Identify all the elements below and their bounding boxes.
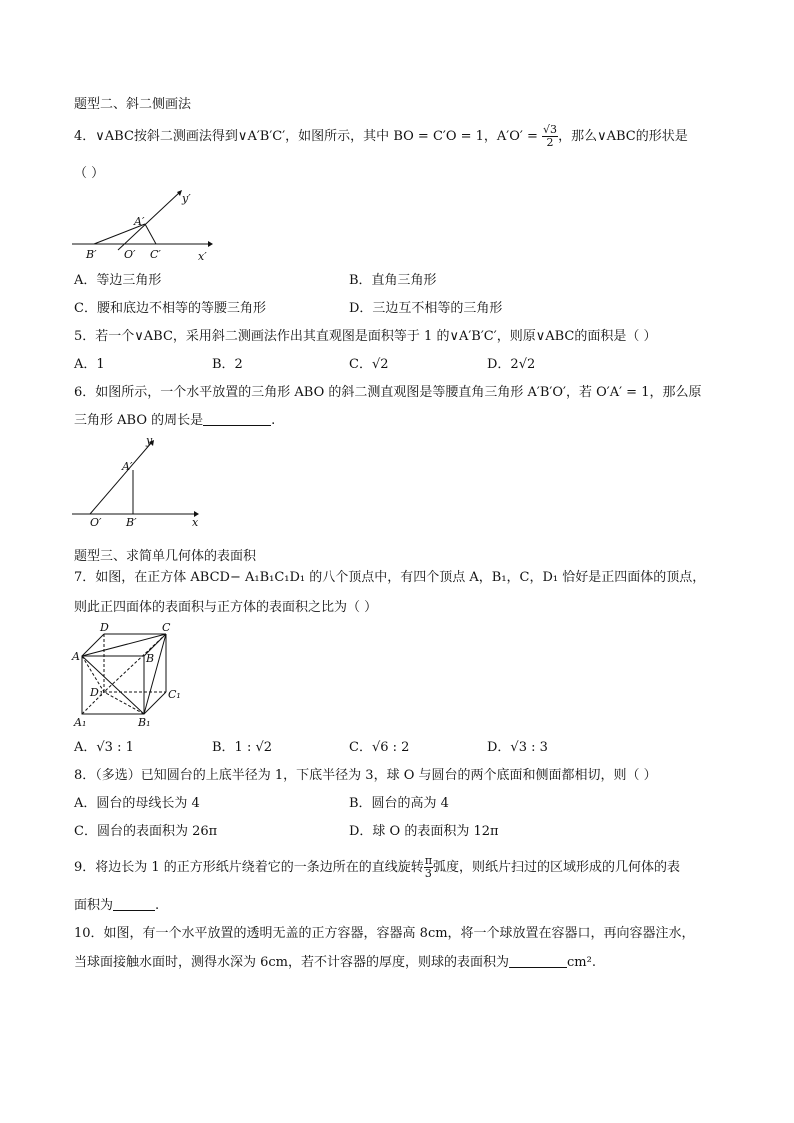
q7-fig-label-a1: A₁ [74, 716, 87, 729]
q9-line2-text: 面积为 [74, 898, 114, 913]
q7-option-c: C．√6 : 2 [349, 740, 410, 755]
q4-answer-paren: （ ） [74, 166, 105, 181]
q6-fig-label-y: y [146, 434, 153, 447]
q6-answer-blank [203, 411, 271, 426]
q7-fig-label-d: D [100, 621, 109, 634]
section-title-3: 题型三、求简单几何体的表面积 [74, 549, 257, 564]
q7-fig-label-c: C [162, 621, 171, 634]
q9-frac-bot: 3 [424, 867, 432, 880]
question-10-line2 [74, 953, 596, 972]
q6-fig-label-x: x [192, 516, 199, 528]
q7-fig-label-b1: B₁ [138, 716, 151, 729]
q6-figure [70, 432, 210, 528]
question-9-line1 [74, 855, 680, 880]
question-8-text: 8．（多选）已知圆台的上底半径为 1，下底半径为 3，球 O 与圆台的两个底面和侧面都相切，则（ ） [74, 768, 657, 783]
q4-fig-label-c: C′ [150, 248, 161, 261]
q4-fig-label-x: x′ [198, 250, 207, 263]
q6-line2-text: 三角形 ABO 的周长是 [74, 413, 204, 428]
q4-fig-label-y: y′ [182, 192, 191, 205]
question-6-line2 [74, 411, 275, 430]
q10-line2-text: 当球面接触水面时，测得水深为 6cm，若不计容器的厚度，则球的表面积为 [74, 955, 510, 970]
q9-line2-end: . [155, 898, 160, 913]
q4-frac-bot: 2 [546, 136, 554, 149]
q10-unit: cm² [567, 955, 592, 970]
q8-option-c: C．圆台的表面积为 26π [74, 824, 218, 839]
q8-option-b: B．圆台的高为 4 [349, 796, 449, 811]
q8-option-a: A．圆台的母线长为 4 [74, 796, 200, 811]
q7-fig-label-b: B [146, 652, 155, 665]
q9-text-b: 弧度，则纸片扫过的区域形成的几何体的表 [433, 860, 681, 875]
q6-fig-label-a: A′ [122, 460, 133, 473]
q4-fig-label-o: O′ [124, 248, 136, 261]
q6-line2-end: . [271, 413, 276, 428]
q6-fig-label-o: O′ [90, 516, 102, 528]
q7-cube-figure [70, 620, 190, 730]
q5-option-d: D．2√2 [487, 357, 536, 372]
q7-fig-label-d1: D₁ [90, 686, 104, 699]
q4-option-c: C．腰和底边不相等的等腰三角形 [74, 301, 266, 316]
q4-option-d: D．三边互不相等的三角形 [349, 301, 503, 316]
q4-option-b: B．直角三角形 [349, 273, 437, 288]
q5-option-c: C．√2 [349, 357, 389, 372]
q10-answer-blank [509, 953, 567, 968]
q8-option-d: D．球 O 的表面积为 12π [349, 824, 499, 839]
question-6-line1: 6．如图所示，一个水平放置的三角形 ABO 的斜二测直观图是等腰直角三角形 A′B′O′，若 O′A′ = 1，那么原 [74, 385, 702, 400]
question-9-line2 [74, 896, 159, 915]
q9-text-a: 9．将边长为 1 的正方形纸片绕着它的一条边所在的直线旋转 [74, 860, 424, 875]
q5-option-a: A．1 [74, 357, 105, 372]
q4-fig-label-b: B′ [86, 248, 97, 261]
q5-option-b: B．2 [212, 357, 243, 372]
q4-fig-label-a: A′ [134, 215, 145, 228]
q9-answer-blank [113, 896, 155, 911]
q6-fig-label-b: B′ [126, 516, 137, 528]
section-title-2: 题型二、斜二侧画法 [74, 97, 192, 112]
q7-fig-label-c1: C₁ [168, 688, 181, 701]
question-5-text: 5．若一个∨ABC，采用斜二测画法作出其直观图是面积等于 1 的∨A′B′C′，则原∨ABC的面积是（ ） [74, 329, 657, 344]
q4-figure [70, 188, 220, 268]
q7-fig-label-a: A [72, 650, 80, 663]
question-10-line1: 10．如图，有一个水平放置的透明无盖的正方容器，容器高 8cm，将一个球放置在容器口，再向容器注水， [74, 926, 695, 941]
q7-option-b: B．1 : √2 [212, 740, 273, 755]
q4-frac-top: √3 [543, 123, 558, 136]
q4-text-c: ，那么∨ABC的形状是 [558, 129, 688, 144]
q9-frac-top: π [424, 854, 433, 867]
q7-option-a: A．√3 : 1 [74, 740, 134, 755]
q4-number: 4． [74, 129, 96, 144]
q4-text-a: ∨ABC按斜二测画法得到∨A′B′C′，如图所示，其中 [95, 129, 390, 144]
question-7-line2: 则此正四面体的表面积与正方体的表面积之比为（ ） [74, 600, 378, 615]
q4-text-b: BO = C′O = 1，A′O′ = [393, 129, 538, 144]
q4-fraction [542, 124, 558, 149]
q7-option-d: D．√3 : 3 [487, 740, 548, 755]
q10-line2-end: . [591, 955, 596, 970]
question-7-line1: 7．如图，在正方体 ABCD− A₁B₁C₁D₁ 的八个顶点中，有四个顶点 A，B₁，C，D₁ 恰好是正四面体的顶点， [74, 570, 706, 585]
q4-option-a: A．等边三角形 [74, 273, 162, 288]
question-4-text [74, 124, 688, 149]
q9-fraction [424, 855, 433, 880]
